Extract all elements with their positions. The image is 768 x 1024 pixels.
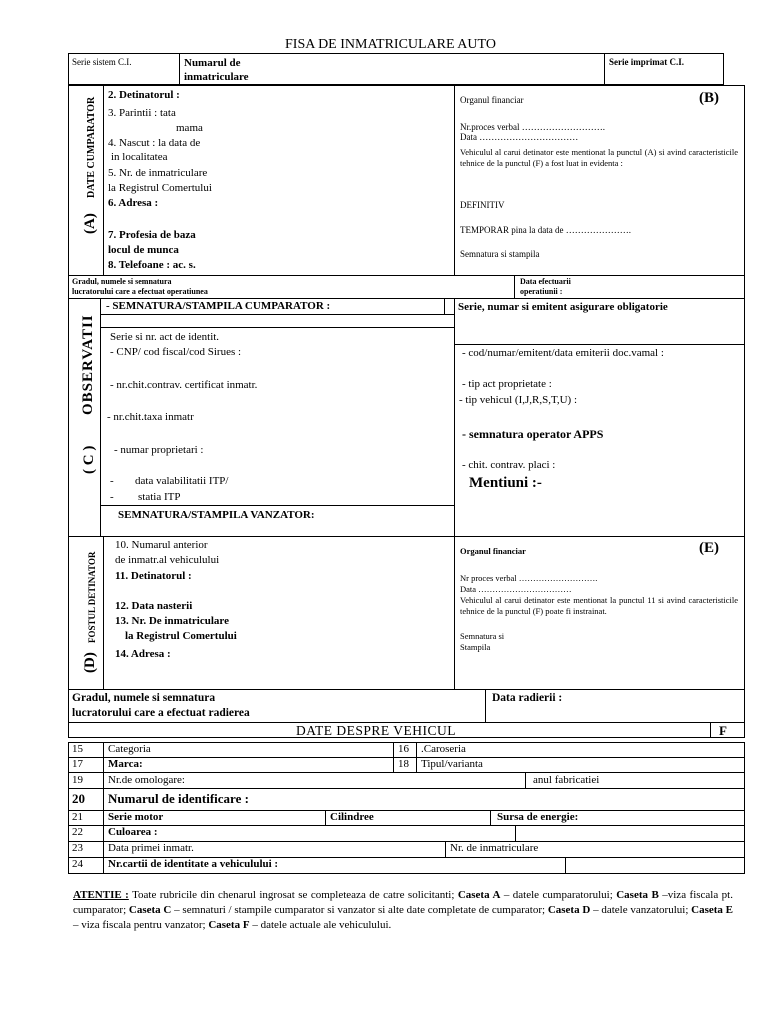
registrul-comertului-d-label: la Registrul Comertului [125,630,237,642]
statia-itp-label: statia ITP [138,491,181,503]
atentie-body: Toate rubricile din chenarul ingrosat se completeaza de catre solicitanti; [128,889,458,901]
culoarea-label: Culoarea : [108,826,158,838]
tip-act-proprietate-label: - tip act proprietate : [462,378,552,390]
gradul-radiere-2: lucratorului care a efectuat radierea [72,707,250,719]
semnatura-cumparator-label: - SEMNATURA/STAMPILA CUMPARATOR : [106,300,331,312]
definitiv-label: DEFINITIV [460,200,505,210]
atentie-caseta-f: Caseta F [208,919,250,931]
chit-taxa-label: - nr.chit.taxa inmatr [107,411,194,423]
caseta-d-letter: (D) [82,652,98,673]
row-16-num: 16 [398,743,409,755]
numar-proprietari-label: - numar proprietari : [114,444,204,456]
detinatorul-d-label: 11. Detinatorul : [115,570,192,582]
caseta-a-letter: (A) [82,213,98,234]
tip-vehicul-label: - tip vehicul (I,J,R,S,T,U) : [459,394,578,406]
tipul-varianta-label: Tipul/varianta [421,758,483,770]
mentiuni-label: Mentiuni :- [469,475,542,491]
numarul-inmatriculare-label-2: inmatriculare [184,71,249,83]
numarul-anterior-label: 10. Numarul anterior [115,539,208,551]
detinatorul-label: 2. Detinatorul : [108,89,180,101]
locul-de-munca-label: locul de munca [108,244,179,256]
atentie-label: ATENTIE : [73,889,129,901]
row-22-num: 22 [72,826,83,838]
caseta-c-letter: ( C ) [81,445,97,474]
anul-fabricatiei-label: anul fabricatiei [533,774,600,786]
data-radierii-label: Data radierii : [492,692,563,704]
registrul-comertului-label: la Registrul Comertului [108,182,212,194]
semnatura-stampila-b: Semnatura si stampila [460,249,540,259]
gradul-a-1: Gradul, numele si semnatura [72,277,172,286]
observatii-label: OBSERVATII [80,314,96,415]
nr-inmatriculare-f-label: Nr. de inmatriculare [450,842,539,854]
caseta-b-letter: (B) [699,90,719,106]
semnatura-vanzator-label: SEMNATURA/STAMPILA VANZATOR: [118,509,315,521]
atentie-caseta-f-text: – datele actuale ale vehiculului. [249,919,392,931]
date-cumparator-label: DATE CUMPARATOR [86,96,97,198]
nascut-label: 4. Nascut : la data de [108,137,201,149]
temporar-label: TEMPORAR pina la data de …………………. [460,225,631,235]
row-19-num: 19 [72,774,83,786]
cnp-label: - CNP/ cod fiscal/cod Sirues : [110,346,242,358]
cilindree-label: Cilindree [330,811,374,823]
row-20-num: 20 [72,791,85,806]
organul-financiar-b: Organul financiar [460,95,524,105]
numarul-identificare-label: Numarul de identificare : [108,791,249,806]
atentie-caseta-d: Caseta D [547,904,591,916]
adresa-label: 6. Adresa : [108,197,159,209]
chit-certificat-label: - nr.chit.contrav. certificat inmatr. [110,379,258,391]
semnatura-e-1: Semnatura si [460,631,505,641]
act-identitate-label: Serie si nr. act de identit. [110,331,220,343]
organul-financiar-e: Organul financiar [460,546,526,556]
atentie-caseta-e-text: – viza fiscala pentru vanzator; [73,919,209,931]
caseta-e-letter: (E) [699,540,719,556]
serie-motor-label: Serie motor [108,811,164,823]
atentie-caseta-d-text: – datele vanzatorului; [590,904,692,916]
atentie-caseta-a-text: – datele cumparatorului; [500,889,617,901]
sursa-energie-label: Sursa de energie: [497,811,579,823]
parintii-label: 3. Parintii : tata [108,107,176,119]
atentie-caseta-b-text: –viza fiscala pt. cumparator; [73,889,733,916]
omologare-label: Nr.de omologare: [108,774,185,786]
atentie-note [73,888,733,933]
marca-label: Marca: [108,758,143,770]
nr-inmatriculare-label: 5. Nr. de inmatriculare [108,167,208,179]
data-e: Data …………………………… [460,584,572,594]
semnatura-e-2: Stampila [460,642,491,652]
row-17-num: 17 [72,758,83,770]
serie-imprimat-label: Serie imprimat C.I. [609,57,684,67]
atentie-caseta-e: Caseta E [691,904,734,916]
data-primei-inmatr-label: Data primei inmatr. [108,842,194,854]
telefoane-label: 8. Telefoane : ac. s. [108,259,196,271]
dash-2: - [110,491,114,503]
serie-sistem-label: Serie sistem C.I. [72,57,132,67]
chit-placi-label: - chit. contrav. placi : [462,459,556,471]
semnatura-operator-label: - semnatura operator APPS [462,427,604,441]
data-b: Data …………………………… [460,132,579,142]
row-15-num: 15 [72,743,83,755]
nr-inmatriculare-d-label: 13. Nr. De inmatriculare [115,615,229,627]
data-nasterii-label: 12. Data nasterii [115,600,193,612]
dash-1: - [110,475,114,487]
row-21-num: 21 [72,811,83,823]
doc-vamal-label: - cod/numar/emitent/data emiterii doc.vamal : [462,347,664,359]
mama-label: mama [176,122,203,134]
gradul-radiere-1: Gradul, numele si semnatura [72,692,216,704]
caseta-b-text: Vehiculul al carui detinator este mentionat la punctul (A) si avind caracteristicile tehnice de la punctul (F) a fost luat in evidenta : [460,147,738,168]
atentie-caseta-b: Caseta B [616,889,659,901]
inmatr-vehicul-label: de inmatr.al vehiculului [115,554,220,566]
fostul-detinator-label: FOSTUL DETINATOR [87,551,97,643]
caseta-e-text: Vehiculul al carui detinator este mentionat la punctul 11 si avind caracteristicile tehnice de la punctul (F) poate fi instrainat. [460,595,738,616]
categoria-label: Categoria [108,743,151,755]
page-title: FISA DE INMATRICULARE AUTO [285,37,496,52]
atentie-caseta-c: Caseta C [128,904,172,916]
localitatea-label: in localitatea [111,151,168,163]
adresa-d-label: 14. Adresa : [115,648,171,660]
carte-identitate-label: Nr.cartii de identitate a vehiculului : [108,858,279,870]
numarul-inmatriculare-label-1: Numarul de [184,57,241,69]
gradul-a-2: lucratorului care a efectuat operatiunea [72,287,208,296]
itp-valabilitate-label: data valabilitatii ITP/ [135,475,229,487]
atentie-caseta-a: Caseta A [457,889,501,901]
caroseria-label: .Caroseria [421,743,466,755]
row-18-num: 18 [398,758,409,770]
proces-verbal-e: Nr proces verbal ………………………. [460,573,598,583]
date-vehicul-title: DATE DESPRE VEHICUL [296,723,457,738]
asigurare-label: Serie, numar si emitent asigurare obligatorie [458,301,668,313]
row-24-num: 24 [72,858,83,870]
proces-verbal-b: Nr.proces verbal ………………………. [460,122,605,132]
caseta-f-letter: F [719,723,727,738]
atentie-caseta-c-text: – semnaturi / stampile cumparator si vanzator si alte date completate de cumparator; [171,904,548,916]
profesia-label: 7. Profesia de baza [108,229,196,241]
data-efectuarii-1: Data efectuarii [520,277,571,286]
row-23-num: 23 [72,842,83,854]
data-efectuarii-2: operatiunii : [520,287,563,296]
